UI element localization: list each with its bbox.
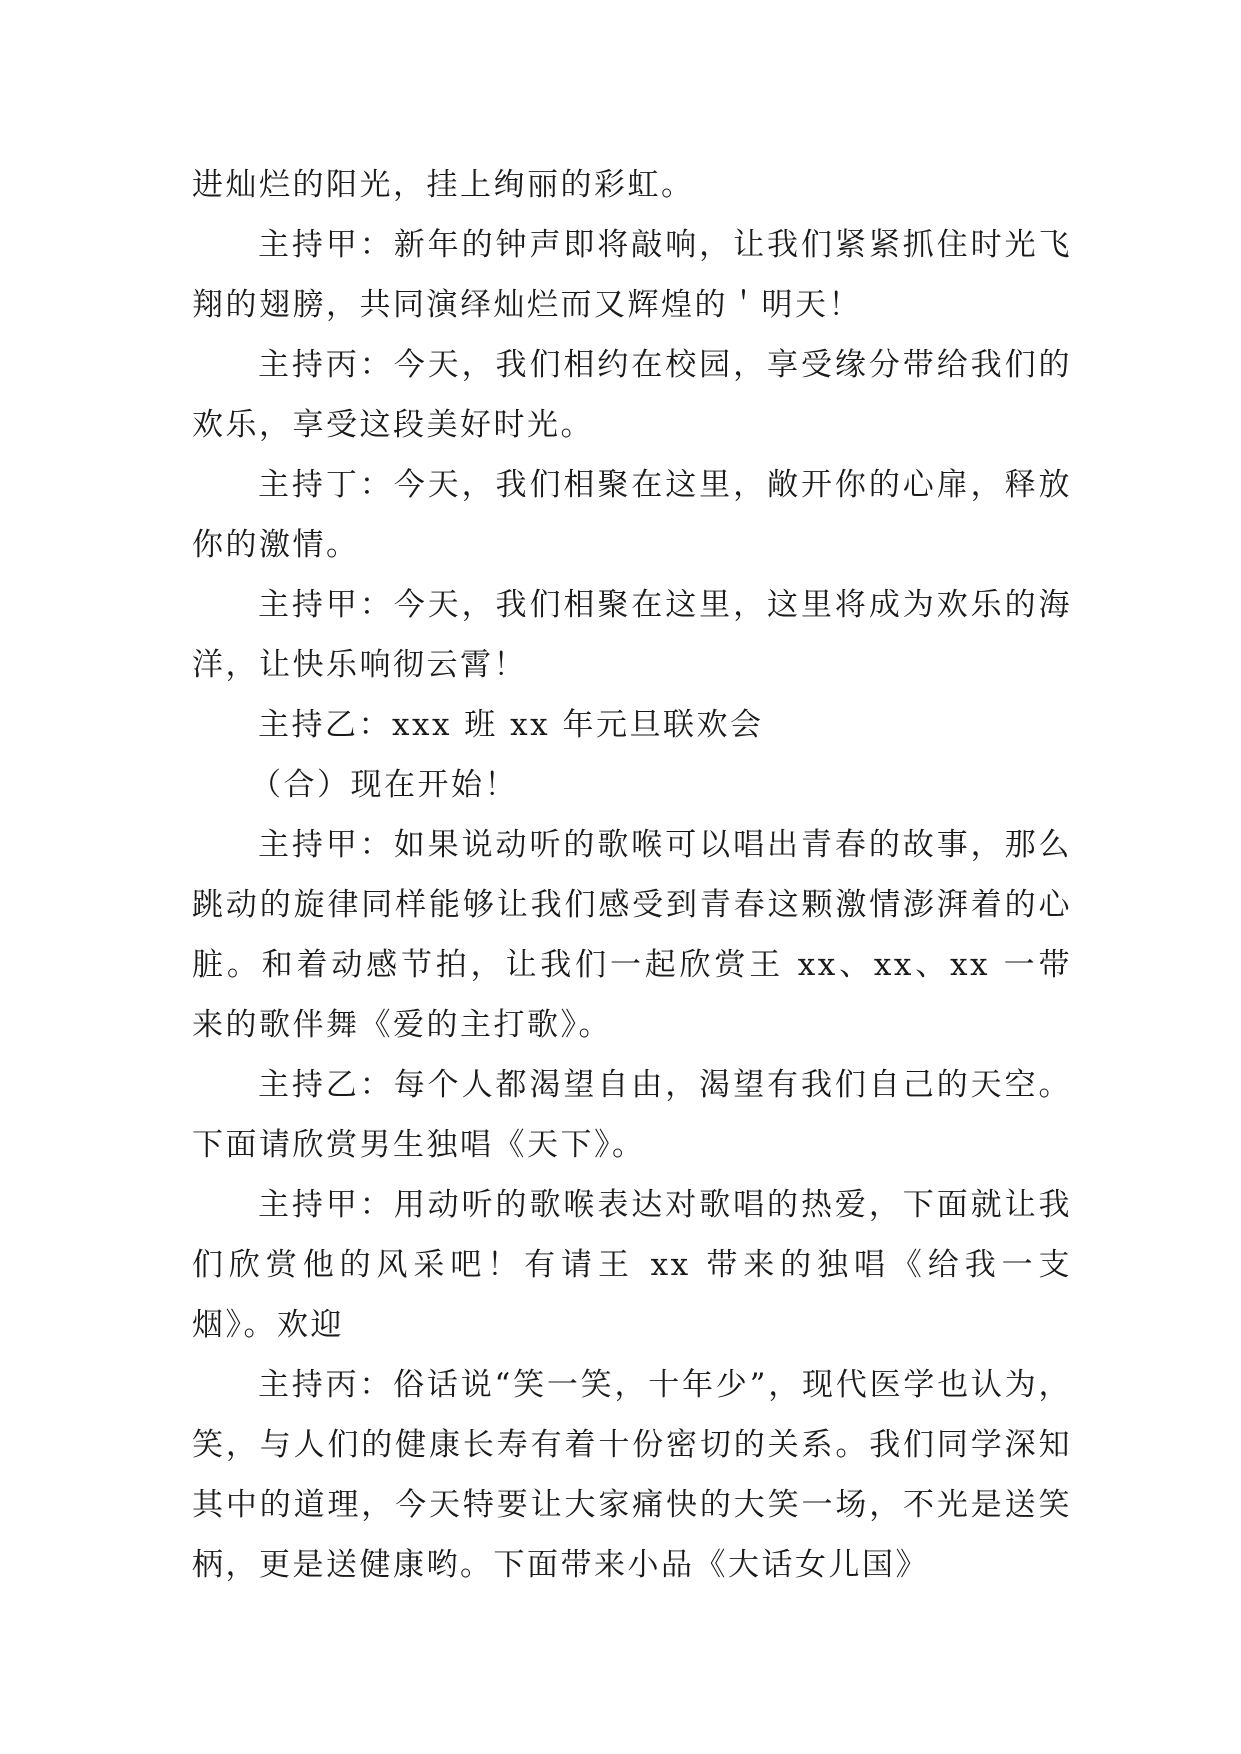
paragraph-host-yi-1: 主持乙：xxx 班 xx 年元旦联欢会: [258, 707, 764, 743]
document-body: [192, 155, 1072, 1595]
paragraph-continuation: 进灿烂的阳光，挂上绚丽的彩虹。: [192, 167, 695, 203]
paragraph-host-jia-4: 主持甲：用动听的歌喉表达对歌唱的热爱，下面就让我们欣赏他的风采吧！有请王 xx 带来的独唱《给我一支烟》。欢迎: [192, 1187, 1072, 1343]
paragraph-host-jia-2: 主持甲：今天，我们相聚在这里，这里将成为欢乐的海洋，让快乐响彻云霄！: [192, 587, 1072, 683]
paragraph-host-jia-1: 主持甲：新年的钟声即将敲响，让我们紧紧抓住时光飞翔的翅膀，共同演绎灿烂而又辉煌的＇明天！: [192, 227, 1072, 323]
paragraph-host-ding-1: 主持丁：今天，我们相聚在这里，敞开你的心扉，释放你的激情。: [192, 467, 1072, 563]
paragraph-host-bing-2: 主持丙：俗话说“笑一笑，十年少”，现代医学也认为，笑，与人们的健康长寿有着十份密切的关系。我们同学深知其中的道理，今天特要让大家痛快的大笑一场，不光是送笑柄，更是送健康哟。下面带来小品《大话女儿国》: [192, 1367, 1072, 1583]
paragraph-host-jia-3: 主持甲：如果说动听的歌喉可以唱出青春的故事，那么跳动的旋律同样能够让我们感受到青春这颗激情澎湃着的心脏。和着动感节拍，让我们一起欣赏王 xx、xx、xx 一带来的歌伴舞《爱的主打歌》。: [192, 827, 1072, 1043]
paragraph-host-yi-2: 主持乙：每个人都渴望自由，渴望有我们自己的天空。下面请欣赏男生独唱《天下》。: [192, 1067, 1072, 1163]
paragraph-host-bing-1: 主持丙：今天，我们相约在校园，享受缘分带给我们的欢乐，享受这段美好时光。: [192, 347, 1072, 443]
paragraph-together: （合）现在开始！: [250, 767, 518, 803]
